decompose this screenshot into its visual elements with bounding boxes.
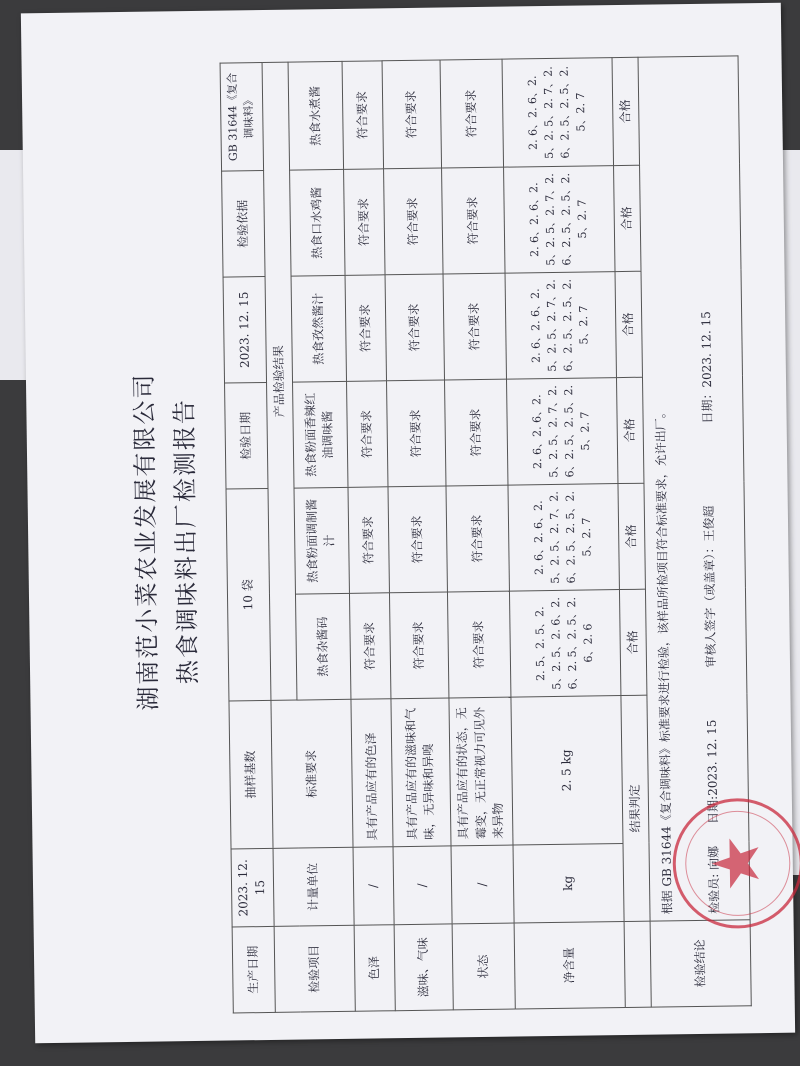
result-cell: 符合要求 xyxy=(444,379,507,486)
result-cell: 符合要求 xyxy=(382,60,442,169)
result-cell: 符合要求 xyxy=(385,274,444,381)
company-seal xyxy=(672,798,800,930)
conclusion-body xyxy=(638,56,750,921)
net-values: 2. 6、2. 6、2. 5、2. 5、2. 7、2. 6、2. 5、2. 5、2. 5、2. 7 xyxy=(505,272,616,380)
result-cell: 符合要求 xyxy=(346,381,387,488)
verdict-cell: 合格 xyxy=(616,377,643,483)
prod-date-label: 生产日期 xyxy=(232,926,275,1013)
result-cell: 符合要求 xyxy=(440,59,504,168)
result-cell: 符合要求 xyxy=(343,169,384,276)
net-values: 2. 6、2. 6、2. 5、2. 5、2. 7、2. 6、2. 5、2. 5、2. 5、2. 7 xyxy=(502,58,613,168)
result-cell: 符合要求 xyxy=(388,486,447,593)
col-standard: 标准要求 xyxy=(271,699,353,848)
item-unit: / xyxy=(393,846,452,925)
result-cell: 符合要求 xyxy=(386,380,445,487)
product-name: 热食粉面香辣红油调味酱 xyxy=(292,381,347,488)
product-name: 热食口水鸡酱 xyxy=(289,169,344,276)
item-name: 状态 xyxy=(452,923,515,1010)
conclusion-label: 检验结论 xyxy=(650,920,751,1007)
result-cell: 符合要求 xyxy=(345,275,386,382)
net-values: 2. 6、2. 6、2. 5、2. 5、2. 7、2. 6、2. 5、2. 5、2. 5、2. 7 xyxy=(503,166,614,274)
test-date: 2023. 12. 15 xyxy=(223,276,266,383)
verdict-cell: 合格 xyxy=(613,165,640,271)
result-cell: 符合要求 xyxy=(443,273,506,380)
item-unit: / xyxy=(353,847,394,926)
sample-value: 10 袋 xyxy=(226,488,271,701)
verdict-cell: 合格 xyxy=(615,271,642,377)
item-standard: 2. 5 kg xyxy=(511,696,623,846)
result-cell: 符合要求 xyxy=(349,593,390,700)
verdict-cell: 合格 xyxy=(612,57,640,165)
product-name: 热食孜然酱汁 xyxy=(291,275,346,382)
item-standard: 具有产品应有的滋味和气味，无异味和异嗅 xyxy=(391,698,451,847)
reviewer-date: 日期：2023. 12. 15 xyxy=(699,311,715,424)
result-cell: 符合要求 xyxy=(383,168,442,275)
verdict-label xyxy=(624,921,651,1007)
company-name: 湖南范小菜农业发展有限公司 xyxy=(129,372,163,711)
col-unit: 计量单位 xyxy=(273,847,354,926)
test-date-label: 检验日期 xyxy=(225,382,268,489)
product-name: 热食水煮酱 xyxy=(288,61,344,170)
seal-star-icon xyxy=(675,801,800,927)
item-standard: 具有产品应有的状态，无霉变，无正常视力可见外来异物 xyxy=(449,697,513,846)
net-values: 2. 6、2. 6、2. 5、2. 5、2. 7、2. 6、2. 5、2. 5、2. 5、2. 7 xyxy=(508,484,619,592)
prod-date: 2023. 12. 15 xyxy=(231,848,274,927)
result-cell: 符合要求 xyxy=(348,487,389,594)
product-name: 热食杂酱码 xyxy=(295,593,350,700)
result-cell: 符合要求 xyxy=(441,167,504,274)
item-unit: / xyxy=(451,845,514,924)
inspector: 检验员: 向娜 xyxy=(706,845,722,914)
item-name: 净含量 xyxy=(514,922,625,1010)
inspector-date: 日期:2023. 12. 15 xyxy=(704,719,721,825)
verdict-label-text: 结果判定 xyxy=(621,695,650,921)
conclusion-text: 根据 GB 31644《复合调味料》标准要求进行检验，该样品所检项目符合标准要求，允许出厂。 xyxy=(653,406,675,915)
net-values: 2. 6、2. 6、2. 5、2. 5、2. 7、2. 6、2. 5、2. 5、2. 5、2. 7 xyxy=(506,378,617,486)
report-table xyxy=(220,55,752,1013)
basis-label: 检验依据 xyxy=(222,170,265,277)
basis-value: GB 31644《复合调味料》 xyxy=(220,62,263,171)
result-cell: 符合要求 xyxy=(446,485,509,592)
result-cell: 符合要求 xyxy=(342,61,384,170)
item-name: 色泽 xyxy=(354,925,395,1012)
item-unit: kg xyxy=(513,844,624,924)
reviewer: 审核人签字（或盖章）：王俊超 xyxy=(701,505,719,668)
col-item: 检验项目 xyxy=(274,925,355,1012)
col-results: 产品检验结果 xyxy=(262,62,297,700)
report-title: 热食调味料出厂检测报告 xyxy=(170,397,203,685)
net-values: 2. 5、2. 5、2. 5、2. 5、2. 6、2. 6、2. 5、2. 5、2. 6、2. 6 xyxy=(509,590,620,698)
verdict-cell: 合格 xyxy=(618,483,645,589)
verdict-cell: 合格 xyxy=(619,589,646,695)
report-sheet xyxy=(21,3,795,1044)
product-name: 热食粉面调制酱汁 xyxy=(294,487,349,594)
sample-label: 抽样基数 xyxy=(229,700,273,849)
result-cell: 符合要求 xyxy=(447,591,510,698)
item-standard: 具有产品应有的色泽 xyxy=(351,699,393,848)
item-name: 滋味、气味 xyxy=(394,924,453,1011)
report-document xyxy=(101,37,800,1037)
row-net-content xyxy=(502,58,625,1009)
result-cell: 符合要求 xyxy=(389,592,448,699)
